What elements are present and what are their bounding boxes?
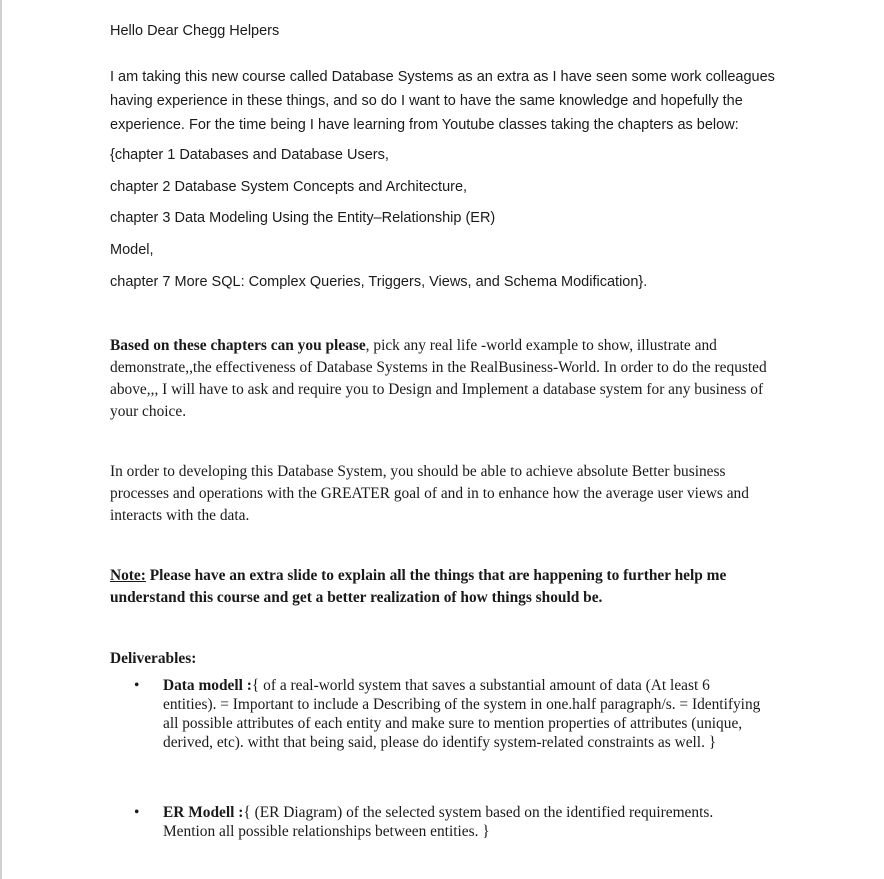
chapter-line: chapter 2 Database System Concepts and Architecture,: [110, 179, 468, 195]
request-bold-lead: Based on these chapters can you please: [110, 337, 366, 354]
deliverables-heading: Deliverables:: [110, 650, 197, 667]
bullet-icon: •: [134, 804, 140, 821]
deliverable-title: ER Modell :: [163, 804, 244, 821]
deliverable-title: Data modell :: [163, 677, 252, 694]
bullet-icon: •: [134, 677, 140, 694]
request-text: , pick any real life -world example to show, illustrate and demonstrate,,the effectiveness of Database Systems in the RealBusiness-World. In order to do the requsted above,,, I will have to ask and require you to Design and Implement a database system for any business of your choice.: [110, 337, 767, 420]
request-paragraph: [110, 335, 775, 423]
chapter-line: {chapter 1 Databases and Database Users,: [110, 147, 389, 163]
chapter-line: chapter 3 Data Modeling Using the Entity–Relationship (ER): [110, 210, 496, 226]
chapter-line: chapter 7 More SQL: Complex Queries, Triggers, Views, and Schema Modification}.: [110, 274, 648, 290]
page-edge: [0, 0, 2, 879]
deliverable-description: { (ER Diagram) of the selected system based on the identified requirements. Mention all possible relationships between entities. }: [163, 804, 714, 840]
deliverable-text: [163, 803, 763, 841]
deliverable-description: { of a real-world system that saves a substantial amount of data (At least 6 entities). = Important to include a Describing of the system in one.half paragraph/s. = Identifying all possible attributes of each entity and make sure to mention properties of attributes (unique, derived, etc). witht that being said, please do identify system-related constraints as well. }: [163, 677, 761, 751]
deliverable-text: [163, 676, 763, 752]
greeting-line: Hello Dear Chegg Helpers: [110, 23, 280, 39]
chapter-line: Model,: [110, 242, 154, 258]
note-paragraph: [110, 565, 775, 609]
note-label: Note:: [110, 567, 146, 584]
intro-paragraph: I am taking this new course called Database Systems as an extra as I have seen some work colleagues having experience in these things, and so do I want to have the same knowledge and hopefully the experience. For the time being I have learning from Youtube classes taking the chapters as below:: [110, 69, 775, 133]
goal-paragraph: In order to developing this Database System, you should be able to achieve absolute Better business processes and operations with the GREATER goal of and in to enhance how the average user views and interacts with the data.: [110, 463, 749, 524]
note-text: Please have an extra slide to explain all the things that are happening to further help me understand this course and get a better realization of how things should be.: [110, 567, 727, 606]
